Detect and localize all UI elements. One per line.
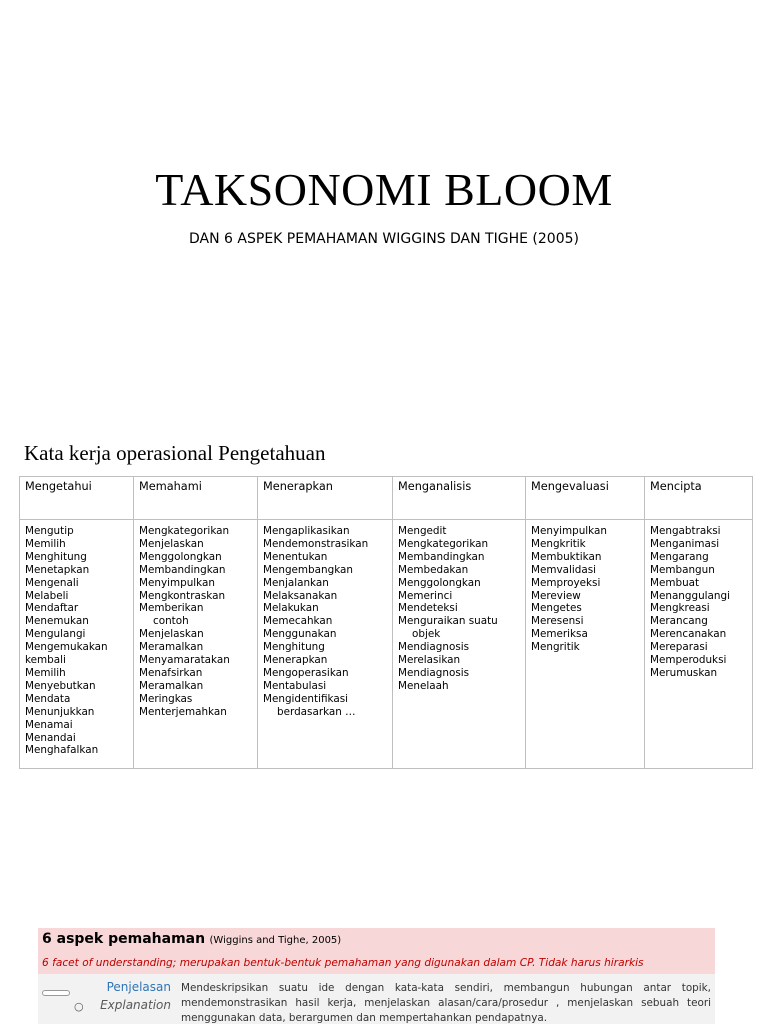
verb-item: Menggolongkan [139,550,222,563]
verb-item: Menghitung [263,641,325,654]
verb-item: Membedakan [398,563,469,576]
verb-item: Mengabtraksi [650,525,721,537]
kko-column-mengevaluasi [526,520,645,769]
facet-description: Mendeskripsikan suatu ide dengan kata-kata sendiri, membangun hubungan antar topik, mendemonstrasikan hasil kerja, menjelaskan alasan/cara/prosedur , menjelaskan sebuah teori menggunakan data, berargumen dan mempertahankan pendapatnya. [181,982,711,1024]
verb-item: Memproyeksi [531,576,601,589]
panel-title-text: 6 aspek pemahaman [42,931,206,947]
verb-item: Menemukan [25,615,89,628]
verb-item: Mengetes [531,602,582,615]
page-subtitle: DAN 6 ASPEK PEMAHAMAN WIGGINS DAN TIGHE (2005) [189,231,579,247]
drag-handle-icon [42,990,70,996]
kko-heading: Kata kerja operasional Pengetahuan [24,441,326,465]
verb-item: Mengkritik [531,537,586,550]
kko-column-menerapkan [258,520,393,769]
verb-item: Merencanakan [650,628,727,641]
verb-item: Meringkas [139,692,193,705]
bullet-icon: ○ [74,1000,84,1013]
verb-item: Menyamaratakan [139,654,230,667]
verb-item: Menyimpulkan [139,576,215,589]
verb-item: Menghitung [25,550,87,563]
verb-item: Melabeli [25,589,69,602]
verb-item: Memeriksa [531,628,588,641]
verb-item: Mengulangi [25,628,86,641]
kko-header-menganalisis: Menganalisis [393,477,526,520]
verb-item: Menjelaskan [139,537,204,550]
verb-item: Menganimasi [650,537,720,550]
verb-item: Mengemukakan [25,641,108,654]
facet-alt-name: Explanation [100,998,171,1012]
verb-item: Mengedit [398,525,447,537]
verb-item: Menanggulangi [650,589,730,602]
verb-item: Mendeteksi [398,602,458,615]
panel-description: 6 facet of understanding; merupakan bentuk-bentuk pemahaman yang digunakan dalam CP. Tidak harus hirarkis [42,957,644,969]
verb-item: Menguraikan suatu [398,615,498,628]
verb-item: Merancang [650,615,708,628]
page-title: TAKSONOMI BLOOM [155,164,613,215]
verb-item: Membangun [650,563,715,576]
verb-item: Meramalkan [139,679,204,692]
verb-item: Mendiagnosis [398,641,470,654]
verb-item: objek [412,628,441,641]
verb-item: Memvalidasi [531,563,597,576]
verb-item: Melaksanakan [263,589,338,602]
verb-item: Membandingkan [398,550,485,563]
verb-item: Memilih [25,537,66,550]
verb-item: Melakukan [263,602,319,615]
kko-header-memahami: Memahami [134,477,258,520]
verb-item: Mengkategorikan [398,537,489,550]
verb-item: Menunjukkan [25,705,95,718]
verb-item: Mereview [531,589,581,602]
verb-item: contoh [153,615,189,628]
panel-title-note: (Wiggins and Tighe, 2005) [209,935,342,946]
verb-item: Mengembangkan [263,563,353,576]
verb-item: Mendata [25,692,71,705]
verb-item: Menterjemahkan [139,705,227,718]
verb-item: Mengarang [650,550,709,563]
kko-column-mengetahui [20,520,134,769]
verb-item: Menamai [25,718,73,731]
verb-item: Menjelaskan [139,628,204,641]
understanding-panel [38,928,715,1024]
kko-header-row [20,477,753,520]
verb-item: berdasarkan … [277,705,356,718]
verb-item: Mengritik [531,641,580,654]
verb-item: Mengenali [25,576,79,589]
verb-item: Mereparasi [650,641,708,654]
verb-item: Menggunakan [263,628,337,641]
verb-item: Mendaftar [25,602,79,615]
kko-header-mengetahui: Mengetahui [20,477,134,520]
kko-verbs-row [20,520,753,769]
verb-item: Memerinci [398,589,453,602]
verb-item: Menggolongkan [398,576,481,589]
verb-item: Mendiagnosis [398,666,470,679]
kko-header-mencipta: Mencipta [645,477,753,520]
verb-item: Menjalankan [263,576,329,589]
verb-item: Mengkreasi [650,602,710,615]
verb-item: Menentukan [263,550,328,563]
verb-item: Menghafalkan [25,744,99,757]
verb-item: Membandingkan [139,563,226,576]
verb-item: Menerapkan [263,654,328,667]
verb-item: Menelaah [398,679,449,692]
kko-header-mengevaluasi: Mengevaluasi [526,477,645,520]
verb-item: Meresensi [531,615,584,628]
verb-item: Meramalkan [139,641,204,654]
kko-column-mencipta [645,520,753,769]
panel-title [42,931,341,947]
verb-item: Mengidentifikasi [263,692,349,705]
verb-item: Merumuskan [650,666,718,679]
verb-item: Memperoduksi [650,654,727,667]
verb-item: Mengoperasikan [263,666,349,679]
verb-item: Membuktikan [531,550,602,563]
kko-column-menganalisis [393,520,526,769]
facet-name: Penjelasan [106,980,171,994]
verb-item: Mengkategorikan [139,525,230,537]
verb-item: Mengkontraskan [139,589,226,602]
verb-item: Mengutip [25,525,74,537]
verb-item: Menyebutkan [25,679,96,692]
verb-item: Memilih [25,666,66,679]
verb-item: Mengaplikasikan [263,525,350,537]
verb-item: Membuat [650,576,700,589]
kko-header-menerapkan: Menerapkan [258,477,393,520]
verb-item: Memecahkan [263,615,333,628]
verb-item: Merelasikan [398,654,461,667]
verb-item: Menetapkan [25,563,90,576]
verb-item: Menyimpulkan [531,525,607,537]
kko-column-memahami [134,520,258,769]
verb-item: Mentabulasi [263,679,327,692]
verb-item: Menafsirkan [139,666,203,679]
verb-item: Mendemonstrasikan [263,537,369,550]
verb-item: Menandai [25,731,76,744]
verb-item: kembali [25,654,66,667]
kko-table [19,476,753,769]
verb-item: Memberikan [139,602,204,615]
